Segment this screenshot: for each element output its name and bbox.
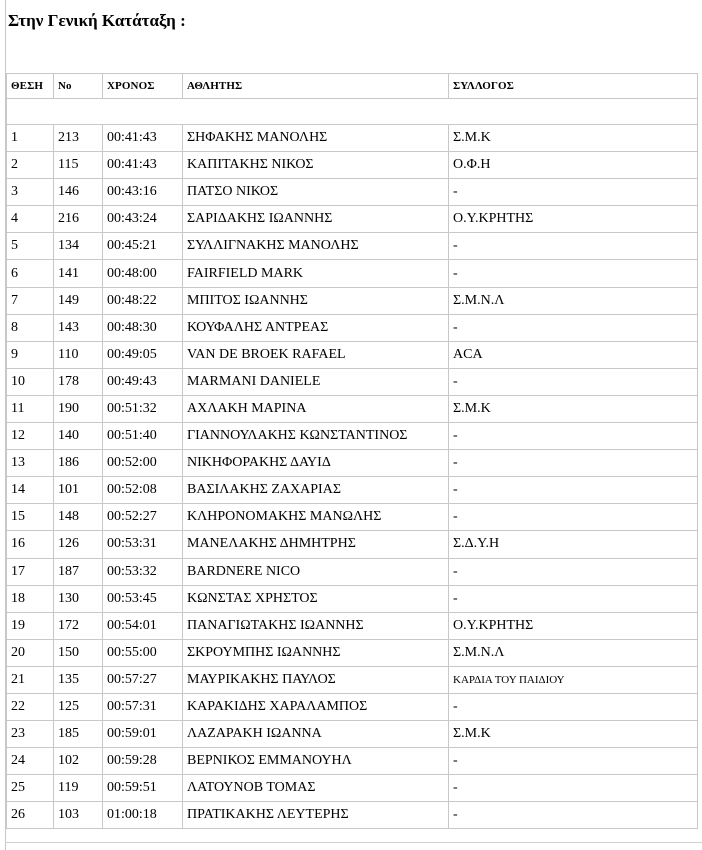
athlete-cell: ΠΑΤΣΟ ΝΙΚΟΣ	[183, 179, 449, 206]
position-cell: 14	[7, 477, 54, 504]
club-cell: -	[449, 775, 698, 802]
table-row	[7, 531, 698, 558]
club-cell: -	[449, 504, 698, 531]
club-cell: -	[449, 179, 698, 206]
club-cell: Ο.Φ.Η	[449, 152, 698, 179]
time-cell: 00:48:30	[103, 314, 183, 341]
club-cell: -	[449, 260, 698, 287]
table-row	[7, 748, 698, 775]
athlete-cell: ΝΙΚΗΦΟΡΑΚΗΣ ΔΑΥΙΔ	[183, 450, 449, 477]
column-header-position: ΘΕΣΗ	[7, 74, 54, 99]
club-cell: -	[449, 802, 698, 829]
position-cell: 10	[7, 368, 54, 395]
table-row	[7, 206, 698, 233]
club-cell: Ο.Υ.ΚΡΗΤΗΣ	[449, 206, 698, 233]
position-cell: 25	[7, 775, 54, 802]
table-row	[7, 368, 698, 395]
column-header-number: Νο	[54, 74, 103, 99]
column-header-athlete: ΑΘΛΗΤΗΣ	[183, 74, 449, 99]
time-cell: 00:43:16	[103, 179, 183, 206]
table-row	[7, 558, 698, 585]
table-row	[7, 287, 698, 314]
bib-number-cell: 135	[54, 666, 103, 693]
athlete-cell: FAIRFIELD MARK	[183, 260, 449, 287]
athlete-cell: ΚΟΥΦΑΛΗΣ ΑΝΤΡΕΑΣ	[183, 314, 449, 341]
bib-number-cell: 110	[54, 341, 103, 368]
bib-number-cell: 126	[54, 531, 103, 558]
position-cell: 4	[7, 206, 54, 233]
athlete-cell: ΒΑΣΙΛΑΚΗΣ ΖΑΧΑΡΙΑΣ	[183, 477, 449, 504]
time-cell: 00:51:40	[103, 423, 183, 450]
club-cell: -	[449, 314, 698, 341]
position-cell: 7	[7, 287, 54, 314]
athlete-cell: ΜΑΥΡΙΚΑΚΗΣ ΠΑΥΛΟΣ	[183, 666, 449, 693]
time-cell: 00:53:45	[103, 585, 183, 612]
athlete-cell: BARDNERE NICO	[183, 558, 449, 585]
bib-number-cell: 103	[54, 802, 103, 829]
club-cell: Σ.Μ.Κ	[449, 125, 698, 152]
table-row	[7, 450, 698, 477]
table-row	[7, 179, 698, 206]
table-row	[7, 423, 698, 450]
time-cell: 00:59:28	[103, 748, 183, 775]
bib-number-cell: 150	[54, 639, 103, 666]
column-header-club: ΣΥΛΛΟΓΟΣ	[449, 74, 698, 99]
athlete-cell: VAN DE BROEK RAFAEL	[183, 341, 449, 368]
table-row	[7, 721, 698, 748]
page-bottom-border	[5, 842, 702, 843]
time-cell: 00:41:43	[103, 125, 183, 152]
club-cell: Σ.Μ.Κ	[449, 721, 698, 748]
table-row	[7, 639, 698, 666]
table-row	[7, 504, 698, 531]
time-cell: 00:59:51	[103, 775, 183, 802]
time-cell: 01:00:18	[103, 802, 183, 829]
time-cell: 00:51:32	[103, 395, 183, 422]
position-cell: 26	[7, 802, 54, 829]
position-cell: 2	[7, 152, 54, 179]
bib-number-cell: 172	[54, 612, 103, 639]
position-cell: 13	[7, 450, 54, 477]
table-row	[7, 666, 698, 693]
bib-number-cell: 119	[54, 775, 103, 802]
position-cell: 23	[7, 721, 54, 748]
position-cell: 3	[7, 179, 54, 206]
club-cell: -	[449, 558, 698, 585]
bib-number-cell: 125	[54, 693, 103, 720]
bib-number-cell: 102	[54, 748, 103, 775]
position-cell: 12	[7, 423, 54, 450]
bib-number-cell: 143	[54, 314, 103, 341]
position-cell: 19	[7, 612, 54, 639]
position-cell: 22	[7, 693, 54, 720]
club-cell: ΚΑΡΔΙΑ ΤΟΥ ΠΑΙΔΙΟΥ	[449, 666, 698, 693]
athlete-cell: ΣΑΡΙΔΑΚΗΣ ΙΩΑΝΝΗΣ	[183, 206, 449, 233]
empty-cell	[7, 99, 698, 125]
athlete-cell: ΑΧΛΑΚΗ ΜΑΡΙΝΑ	[183, 395, 449, 422]
athlete-cell: ΚΛΗΡΟΝΟΜΑΚΗΣ ΜΑΝΩΛΗΣ	[183, 504, 449, 531]
time-cell: 00:52:00	[103, 450, 183, 477]
table-row	[7, 775, 698, 802]
position-cell: 9	[7, 341, 54, 368]
table-row	[7, 314, 698, 341]
bib-number-cell: 101	[54, 477, 103, 504]
table-row	[7, 395, 698, 422]
bib-number-cell: 149	[54, 287, 103, 314]
time-cell: 00:48:00	[103, 260, 183, 287]
athlete-cell: ΜΑΝΕΛΑΚΗΣ ΔΗΜΗΤΡΗΣ	[183, 531, 449, 558]
athlete-cell: ΠΑΝΑΓΙΩΤΑΚΗΣ ΙΩΑΝΝΗΣ	[183, 612, 449, 639]
table-row	[7, 477, 698, 504]
bib-number-cell: 178	[54, 368, 103, 395]
athlete-cell: ΚΩΝΣΤΑΣ ΧΡΗΣΤΟΣ	[183, 585, 449, 612]
time-cell: 00:57:27	[103, 666, 183, 693]
time-cell: 00:43:24	[103, 206, 183, 233]
position-cell: 21	[7, 666, 54, 693]
athlete-cell: MARMANI DANIELE	[183, 368, 449, 395]
club-cell: -	[449, 693, 698, 720]
time-cell: 00:55:00	[103, 639, 183, 666]
bib-number-cell: 134	[54, 233, 103, 260]
club-cell: -	[449, 233, 698, 260]
athlete-cell: ΣΗΦΑΚΗΣ ΜΑΝΟΛΗΣ	[183, 125, 449, 152]
athlete-cell: ΓΙΑΝΝΟΥΛΑΚΗΣ ΚΩΝΣΤΑΝΤΙΝΟΣ	[183, 423, 449, 450]
empty-row	[7, 99, 698, 125]
header-row	[7, 74, 698, 99]
position-cell: 8	[7, 314, 54, 341]
club-cell: Σ.Μ.Κ	[449, 395, 698, 422]
results-table	[6, 73, 698, 829]
time-cell: 00:52:08	[103, 477, 183, 504]
athlete-cell: ΒΕΡΝΙΚΟΣ ΕΜΜΑΝΟΥΗΛ	[183, 748, 449, 775]
bib-number-cell: 216	[54, 206, 103, 233]
bib-number-cell: 115	[54, 152, 103, 179]
table-row	[7, 125, 698, 152]
bib-number-cell: 130	[54, 585, 103, 612]
bib-number-cell: 140	[54, 423, 103, 450]
athlete-cell: ΛΑΤΟΥΝΟΒ ΤΟΜΑΣ	[183, 775, 449, 802]
club-cell: Ο.Υ.ΚΡΗΤΗΣ	[449, 612, 698, 639]
position-cell: 11	[7, 395, 54, 422]
time-cell: 00:53:32	[103, 558, 183, 585]
page-title: Στην Γενική Κατάταξη :	[8, 11, 186, 30]
bib-number-cell: 146	[54, 179, 103, 206]
table-row	[7, 260, 698, 287]
time-cell: 00:41:43	[103, 152, 183, 179]
position-cell: 15	[7, 504, 54, 531]
position-cell: 5	[7, 233, 54, 260]
club-cell: Σ.Μ.Ν.Λ	[449, 287, 698, 314]
athlete-cell: ΜΠΙΤΟΣ ΙΩΑΝΝΗΣ	[183, 287, 449, 314]
bib-number-cell: 185	[54, 721, 103, 748]
club-cell: Σ.Δ.Υ.Η	[449, 531, 698, 558]
club-cell: -	[449, 748, 698, 775]
club-cell: Σ.Μ.Ν.Λ	[449, 639, 698, 666]
time-cell: 00:57:31	[103, 693, 183, 720]
position-cell: 16	[7, 531, 54, 558]
position-cell: 20	[7, 639, 54, 666]
position-cell: 24	[7, 748, 54, 775]
time-cell: 00:49:43	[103, 368, 183, 395]
athlete-cell: ΚΑΠΙΤΑΚΗΣ ΝΙΚΟΣ	[183, 152, 449, 179]
position-cell: 18	[7, 585, 54, 612]
athlete-cell: ΣΥΛΛΙΓΝΑΚΗΣ ΜΑΝΟΛΗΣ	[183, 233, 449, 260]
position-cell: 17	[7, 558, 54, 585]
club-cell: -	[449, 423, 698, 450]
time-cell: 00:52:27	[103, 504, 183, 531]
time-cell: 00:59:01	[103, 721, 183, 748]
table-row	[7, 585, 698, 612]
time-cell: 00:48:22	[103, 287, 183, 314]
time-cell: 00:54:01	[103, 612, 183, 639]
club-cell: -	[449, 450, 698, 477]
athlete-cell: ΠΡΑΤΙΚΑΚΗΣ ΛΕΥΤΕΡΗΣ	[183, 802, 449, 829]
bib-number-cell: 141	[54, 260, 103, 287]
column-header-time: ΧΡΟΝΟΣ	[103, 74, 183, 99]
time-cell: 00:53:31	[103, 531, 183, 558]
athlete-cell: ΣΚΡΟΥΜΠΗΣ ΙΩΑΝΝΗΣ	[183, 639, 449, 666]
table-row	[7, 341, 698, 368]
time-cell: 00:45:21	[103, 233, 183, 260]
table-row	[7, 152, 698, 179]
club-cell: -	[449, 477, 698, 504]
bib-number-cell: 213	[54, 125, 103, 152]
table-row	[7, 612, 698, 639]
table-row	[7, 693, 698, 720]
bib-number-cell: 190	[54, 395, 103, 422]
club-cell: ACA	[449, 341, 698, 368]
time-cell: 00:49:05	[103, 341, 183, 368]
position-cell: 1	[7, 125, 54, 152]
club-cell: -	[449, 368, 698, 395]
table-row	[7, 233, 698, 260]
position-cell: 6	[7, 260, 54, 287]
bib-number-cell: 187	[54, 558, 103, 585]
bib-number-cell: 148	[54, 504, 103, 531]
table-row	[7, 802, 698, 829]
athlete-cell: ΛΑΖΑΡΑΚΗ ΙΩΑΝΝΑ	[183, 721, 449, 748]
athlete-cell: ΚΑΡΑΚΙΔΗΣ ΧΑΡΑΛΑΜΠΟΣ	[183, 693, 449, 720]
club-cell: -	[449, 585, 698, 612]
bib-number-cell: 186	[54, 450, 103, 477]
